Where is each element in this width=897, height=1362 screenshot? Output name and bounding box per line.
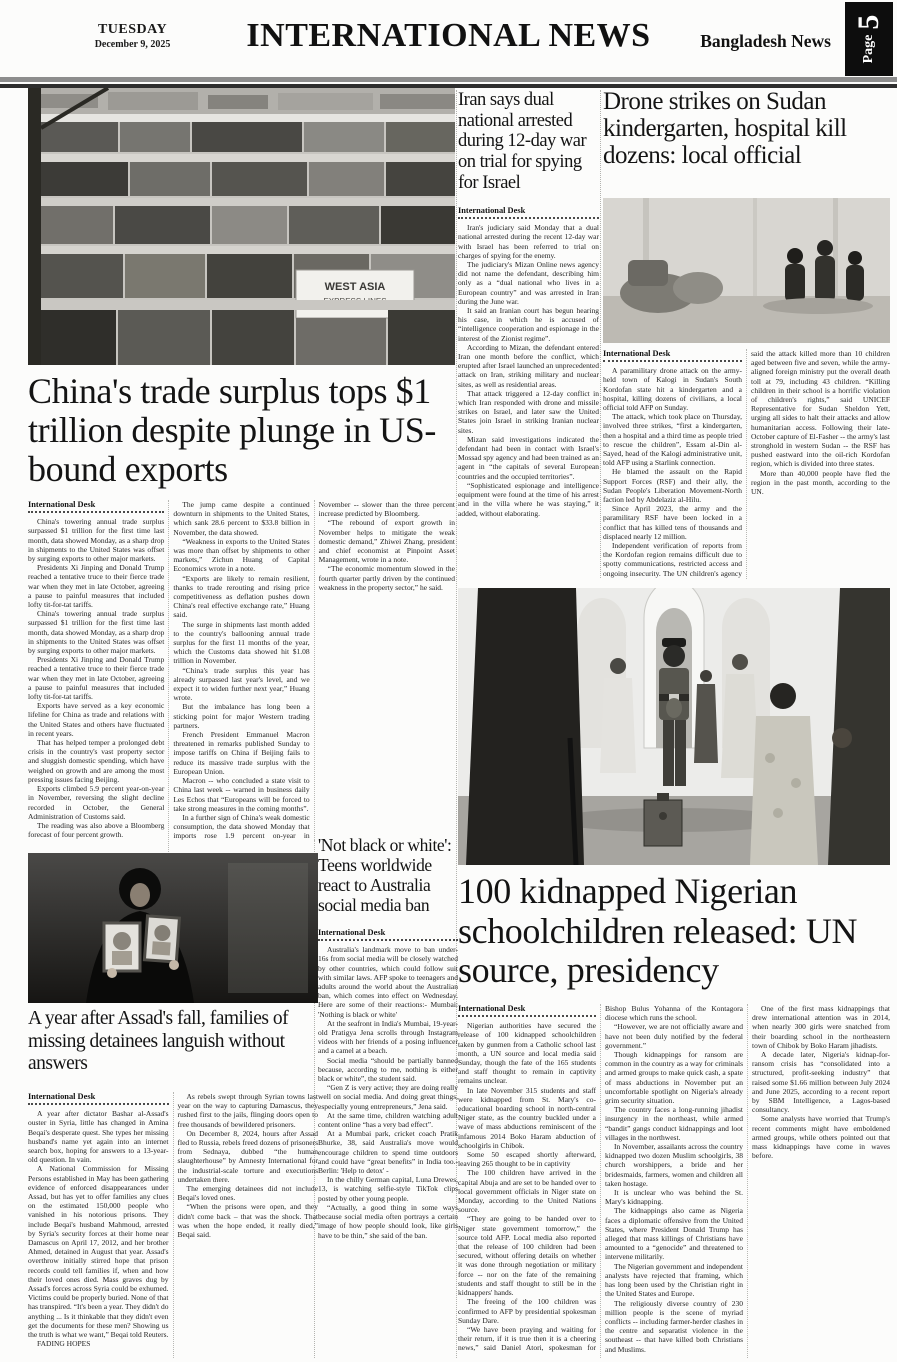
- article-sudan-paragraphs: A paramilitary drone attack on the army-held town of Kalogi in Sudan's South Kordofan state hit a kindergarten and a hospital, killing dozens of civilians, a local official told AFP on Sunday. The attack, which took place on Thursday, involved three strikes, “first a kindergarten, then a hospital and a third time as people tried to rescue the children”, Essam al-Din al-Sayed, head of the Kalogi administrative unit, told AFP using a Starlink connection. He blamed the assault on the Rapid Support Forces (RSF) and their ally, the Sudan People's Liberation Movement-North faction led by Abdelaziz al-Hilu. Since April 2023, the army and the paramilitary RSF have been locked in a conflict that has killed tens of thousands and displaced nearly 12 million. Independent verification of reports from the Kordofan region remains difficult due to spotty communications, restricted access and ongoing insecurity. The UN children's agency said the attack killed more than 10 children aged between five and seven, while the army-aligned foreign ministry put the overall death toll at 79, including 43 children. “Killing children in their school is a horrific violation of children's rights,” said UNICEF Representative for Sudan Sheldon Yett, urging all sides to halt their attacks and allow humanitarian access. Following their late-October capture of El-Fasher -- the army's last stronghold in western Sudan -- the RSF has pushed eastward into the oil-rich Kordofan region, which is divided into three states. More than 40,000 people have fled the region in the past month, according to the UN.: [603, 349, 890, 578]
- article-nigeria-paragraphs: Nigerian authorities have secured the release of 100 kidnapped schoolchildren taken by gunmen from a Catholic school last month, a UN source and local media said Sunday, though the fate of the 165 students and staff thought to remain in captivity remains unclear. In late November 315 students and staff were kidnapped from St. Mary's co-educational boarding school in north-central Niger state, as the country buckled under a wave of mass abductions reminiscent of the infamous 2014 Boko Haram abduction of schoolgirls in Chibok. Some 50 escaped shortly afterward, leaving 265 thought to be in captivity The 100 children have arrived in the capital Abuja and are set to be handed over to local government officials in Niger state on Monday, according to the United Nations source. “They are going to be handed over to Niger state government tomorrow,” the source told AFP. Local media also reported that the release of 100 children had been secured, without offering details on whether it was done through negotiation or military force -- nor on the fate of the remaining students and staff thought to still be in the kidnappers' hands. The freeing of the 100 children was confirmed to AFP by presidential spokesman Sunday Dare. “We have been praying and waiting for their return, if it is true then it is a cheering news,” said Daniel Atori, spokesman for Bishop Bulus Yohanna of the Kontagora diocese which runs the school. “However, we are not officially aware and have not been duly notified by the federal government.” Though kidnappings for ransom are common in the country as a way for criminals and armed groups to make quick cash, a spate of mass abductions in November put an uncomfortable spotlight on Nigeria's already grim security situation. The country faces a long-running jihadist insurgency in the northeast, while armed “bandit” gangs conduct kidnappings and loot villages in the northwest. In November, assailants across the country kidnapped two dozen Muslim schoolgirls, 38 church worshippers, a bride and her bridesmaids, farmers, women and children all taken hostage. It is unclear who was behind the St. Mary's kidnapping. The kidnappings also came as Nigeria faces a diplomatic offensive from the United States, where President Donald Trump has alleged that mass killings of Christians have amounted to a “genocide” and threatened to intervene militarily. The Nigerian government and independent analysts have rejected that framing, which has long been used by the Christian right in the United States and Europe. The religiously diverse country of 230 million people is the scene of myriad conflicts -- including farmer-herder clashes in the centre and separatist violence in the southeast -- that have killed both Christians and Muslims. One of the first mass kidnappings that drew international attention was in 2014, when nearly 300 girls were snatched from their boarding school in the northeastern town of Chibok by Boko Haram jihadists. A decade later, Nigeria's kidnap-for-ransom crisis has “consolidated into a structured, profit-seeking industry” that raised some $1.66 million between July 2024 and June 2025, according to a recent report by SBM Intelligence, a Lagos-based consultancy. Some analysts have worried that Trump's recent comments might have emboldened armed groups, while others pointed out that mass kidnappings have come in waves before.: [458, 1004, 890, 1354]
- foreground-figure-left: [466, 588, 584, 865]
- article-australia-headline: 'Not black or white': Teens worldwide react to Australia social media ban: [318, 835, 452, 915]
- framed-portrait: [144, 916, 179, 962]
- article-australia-paragraphs: Australia's landmark move to ban under-16s from social media will be closely watched by other countries, which could follow suit with similar laws. AFP spoke to teenagers and adults around the world about the Australian ban, which comes into effect on Wednesday. Here are some of their reactions:- Mumbai: 'Nothing is black or white' At the seafront in India's Mumbai, 19-year-old Pratigya Jena scrolls through Instagram videos with her friends of a posing influencer and a camel at a beach. Social media “should be partially banned because, according to me, nothing is either black or white”, the student said. “Gen Z is very active; they are doing really well on social media. And doing great things, especially young entrepreneurs,” Jena said. At the same time, children watching adult content online “has a very bad effect”. At a Mumbai park, cricket coach Pratik Bhurke, 38, said Australia's move would encourage children to spend time outdoors and could have “great benefits” in India too.- Berlin: 'Help to detox' - In the chilly German capital, Luna Drewes, 13, is watching selfie-style TikTok clips posted by other young people. “Actually, a good thing in some ways because social media often portrays a certain image of how people should look, like girls have to be thin,” she said of the ban.: [318, 945, 458, 1240]
- article-china-body: [28, 500, 455, 852]
- container-port-illustration: [28, 88, 455, 365]
- container-brand-line1: WEST ASIA: [324, 281, 386, 293]
- article-china-byline: International Desk: [28, 500, 164, 513]
- assad-families-photo: [28, 853, 318, 1003]
- page-number: 5: [852, 14, 885, 30]
- page-word: Page: [861, 34, 876, 64]
- article-china-headline: China's trade surplus tops $1 trillion despite plunge in US-bound exports: [28, 371, 436, 490]
- mosque-guard-photo: [458, 588, 890, 865]
- page-title: INTERNATIONAL NEWS: [246, 17, 651, 54]
- brand-name: Bangladesh News: [700, 31, 831, 51]
- article-australia-byline: International Desk: [318, 928, 458, 941]
- article-assad-headline: A year after Assad's fall, families of missing detainees languish without answers: [28, 1008, 289, 1075]
- crane-mast: [28, 88, 41, 365]
- wooden-box: [644, 793, 682, 846]
- page-number-label: [854, 15, 884, 64]
- child-figure: [787, 248, 803, 264]
- sudan-children-photo: [603, 198, 890, 343]
- article-iran-paragraphs: Iran's judiciary said Monday that a dual national arrested during the recent 12-day war with Israel has been referred to trial on charges of spying for the enemy. The judiciary's Mizan Online news agency did not name the defendant, describing him only as a “dual national who lives in a European country” and was arrested in Iran during the June war. It said an Iranian court has begun hearing his case, in which he is accused of “intelligence cooperation and espionage in the interest of the Zionist regime”. According to Mizan, the defendant entered Iran one month before the conflict, which erupted after Israel launched an unprecedented attack on Iran, striking military and nuclear sites, as well as residential areas. That attack triggered a 12-day conflict in which Iran responded with drone and missile strikes on Israel, and later saw the United States join Israel in striking Iranian nuclear sites. Mizan said investigations indicated the defendant had been in contact with Israel's Mossad spy agency and had been trained as an agent in “the capitals of several European countries and the occupied territories”. “Sophisticated espionage and intelligence equipment were found at the time of his arrest and in the villa where he was staying,” it added, without elaborating.: [458, 223, 599, 518]
- masthead-date: December 9, 2025: [94, 39, 171, 50]
- page-number-box: [845, 2, 893, 76]
- article-assad-body: [28, 1092, 318, 1358]
- column-separator: [600, 90, 601, 578]
- article-assad-paragraphs: A year after dictator Bashar al-Assad's ouster in Syria, little has changed in Amina Beqai's desperate quest. She types her missing husband's name yet again into an internet search box, hoping for answers to a 13-year-old question. In vain. A National Commission for Missing Persons established in May has been gathering evidence of enforced disappearances under Assad, but has yet to offer families any clues on the estimated 150,000 people who vanished in his notorious prisons. They include Beqai's husband Mahmoud, arrested by Syria's security forces at their home near Damascus on April 17, 2012, and her brother Ahmed, detained in August that year. Assad's overthrow initially stirred hope that prison records could tell families if, when and how their loved ones died. Mass graves dug by Assad's forces across Syria could be exhumed. Victims could be properly buried. None of that has transpired. “It's been a year. They didn't do anything ... Is it thinkable that they didn't even get the documents for these men? Showing us the truth is what we want,” Beqai told Reuters. FADING HOPES As rebels swept through Syrian towns last year on the way to capturing Damascus, they rushed first to the jails, flinging doors open to free thousands of bewildered prisoners. On December 8, 2024, hours after Assad fled to Russia, rebels freed dozens of prisoners from Sednaya, dubbed “the human slaughterhouse” by Amnesty International for the industrial-scale torture and executions undertaken there. The emerging detainees did not include Beqai's loved ones. “When the prisons were open, and they didn't come back – that was the shock. That was when the hope ended, it really died,” Beqai said.: [28, 1092, 318, 1349]
- article-sudan-body: [603, 349, 890, 579]
- article-china-paragraphs: China's towering annual trade surplus surpassed $1 trillion for the first time last month, data showed Monday, as a sharp drop in shipments to the United States was offset by surging exports to other major markets. Presidents Xi Jinping and Donald Trump reached a tentative truce to their fierce trade war when they met in late October, agreeing a pause to painful measures that included lofty tit-for-tat tariffs. China's towering annual trade surplus surpassed $1 trillion for the first time last month, data showed Monday, as a sharp drop in shipments to the United States was offset by surging exports to other major markets. Presidents Xi Jinping and Donald Trump reached a tentative truce to their fierce trade war when they met in late October, agreeing a pause to painful measures that included lofty tit-for-tat tariffs. Exports have served as a key economic lifeline for China as trade and relations with the United States and others have fluctuated in recent years. That has helped temper a prolonged debt crisis in the country's vast property sector and sluggish domestic spending, which have weighed on growth and are among the most pressing issues facing Beijing. Exports climbed 5.9 percent year-on-year in November, reversing the slight decline recorded in October, the General Administration of Customs said. The reading was also above a Bloomberg forecast of four percent growth. The jump came despite a continued downturn in shipments to the United States, which sank 28.6 percent to $33.8 billion in November, the data showed. “Weakness in exports to the United States was more than offset by shipments to other markets,” Zichun Huang of Capital Economics wrote in a note. “Exports are likely to remain resilient, thanks to trade rerouting and rising price competitiveness as deflation pushes down China's real effective exchange rate,” Huang said. The surge in shipments last month added to the country's ballooning annual trade surplus for the first 11 months of the year, which the Customs data showed hit $1.08 trillion in November. “China's trade surplus this year has already surpassed last year's level, and we expect it to widen further next year,” Huang wrote. But the imbalance has long been a sticking point for major Western trading partners. French President Emmanuel Macron threatened in remarks published Sunday to impose tariffs on China if Beijing fails to reduce its massive trade surplus with the European Union. Macron -- who concluded a state visit to China last week -- warned in business daily Les Echos that “Europeans will be forced to take strong measures in the coming months”. In a further sign of China's weak domestic consumption, the data showed Monday that imports rose 1.9 percent on-year in November -- slower than the three percent increase predicted by Bloomberg. “The rebound of export growth in November helps to mitigate the weak domestic demand,” Zhiwei Zhang, president and chief economist at Pinpoint Asset Management, wrote in a note. “The economic momentum slowed in the fourth quarter partly driven by the continued weakness in the property sector,” he said.: [28, 500, 455, 841]
- container-port-photo: [28, 88, 455, 365]
- article-iran-body: [458, 206, 599, 582]
- framed-portrait: [104, 923, 140, 971]
- article-sudan-headline: Drone strikes on Sudan kindergarten, hospital kill dozens: local official: [603, 88, 847, 169]
- article-nigeria-byline: International Desk: [458, 1004, 596, 1017]
- article-australia-body: [318, 928, 458, 1358]
- article-sudan-byline: International Desk: [603, 349, 742, 362]
- masthead-rule-top: [0, 77, 897, 82]
- article-iran-byline: International Desk: [458, 206, 599, 219]
- article-iran-headline: Iran says dual national arrested during 12-day war on trial for spying for Israel: [458, 90, 587, 193]
- article-assad-byline: International Desk: [28, 1092, 169, 1105]
- masthead-day: TUESDAY: [97, 22, 168, 37]
- article-nigeria-headline: 100 kidnapped Nigerian schoolchildren released: UN source, presidency: [458, 871, 858, 991]
- article-nigeria-body: [458, 1004, 890, 1358]
